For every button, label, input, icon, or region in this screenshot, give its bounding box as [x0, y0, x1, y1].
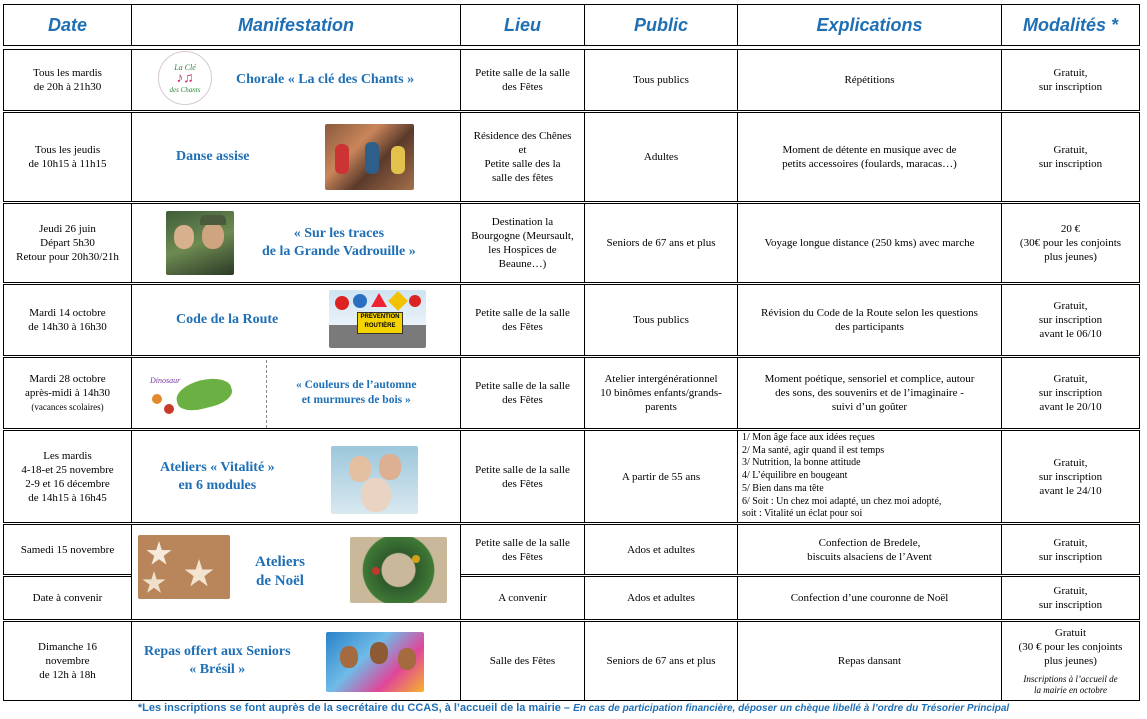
public-cell — [584, 284, 738, 356]
public-cell-line: Seniors de 67 ans et plus — [606, 237, 716, 249]
date-cell-line: après-midi à 14h30 — [25, 387, 110, 399]
explications-cell-line: petits accessoires (foulards, maracas…) — [782, 158, 957, 170]
public-cell-line: Atelier intergénérationnel — [604, 373, 718, 385]
modalites-cell-line: Gratuit — [1054, 627, 1087, 639]
explications-cell-line: soit : Vitalité un éclat pour soi — [742, 508, 863, 520]
manifestation-cell-line: Chorale « La clé des Chants » — [236, 72, 415, 87]
modalites-cell-line: Gratuit, — [1053, 456, 1088, 469]
explications-cell-line: 6/ Soit : Un chez moi adapté, un chez moi adopté, — [742, 495, 942, 507]
explications-cell-line: des participants — [835, 321, 904, 333]
header-manifestation: Manifestation — [131, 4, 461, 46]
automne-divider — [266, 360, 267, 428]
modalites-cell-line: avant le 20/10 — [1039, 401, 1102, 413]
modalites-cell-line: Gratuit, — [1053, 300, 1088, 312]
lieu-cell — [460, 576, 585, 620]
explications-cell-line: suivi d’un goûter — [831, 401, 908, 413]
modalites-cell — [1001, 49, 1140, 111]
bresil-photo — [326, 632, 424, 692]
footer-note — [0, 702, 1147, 714]
explications-cell — [737, 49, 1002, 111]
code-route-image — [329, 290, 426, 348]
date-cell-line: Mardi 14 octobre — [29, 307, 106, 319]
date-cell — [3, 524, 132, 575]
manifestation-cell-line: en 6 modules — [178, 477, 257, 493]
date-cell-line: de 10h15 à 11h15 — [28, 158, 107, 170]
lieu-cell-line: Petite salle de la salle — [475, 536, 570, 549]
lieu-cell-line: Beaune…) — [498, 258, 547, 270]
explications-cell-line: 5/ Bien dans ma tête — [742, 482, 824, 494]
modalites-cell — [1001, 284, 1140, 356]
date-cell — [3, 49, 132, 111]
public-cell-line: Adultes — [643, 151, 679, 163]
footer-italic: En cas de participation financière, déposer un chèque libellé à l’ordre du Trésorier Principal — [573, 703, 1010, 714]
date-cell — [3, 621, 132, 701]
public-cell — [584, 430, 738, 523]
public-cell — [584, 49, 738, 111]
manifestation-cell-line: Ateliers — [255, 554, 305, 570]
lieu-cell-line: des Fêtes — [502, 550, 543, 563]
explications-cell-line: Moment poétique, sensoriel et complice, autour — [764, 373, 975, 385]
lieu-cell-line: Petite salle des la — [484, 158, 561, 170]
lieu-cell-line: Petite salle de la salle — [475, 380, 570, 392]
modalites-cell — [1001, 576, 1140, 620]
explications-cell — [737, 524, 1002, 575]
date-cell-line: Tous les mardis — [33, 67, 102, 79]
date-cell-line: 2-9 et 16 décembre — [25, 477, 110, 490]
explications-cell-line: 4/ L’équilibre en bougeant — [742, 470, 848, 482]
manifestation-cell-line: « Couleurs de l’automne — [296, 379, 417, 391]
modalites-cell — [1001, 430, 1140, 523]
manifestation-cell-line: « Brésil » — [189, 662, 246, 677]
public-cell-line: Seniors de 67 ans et plus — [606, 655, 716, 667]
explications-cell-line: biscuits alsaciens de l’Avent — [807, 550, 932, 563]
date-cell-line: Tous les jeudis — [34, 144, 101, 156]
modalites-cell-line: avant le 06/10 — [1039, 328, 1102, 340]
date-cell-line: (vacances scolaires) — [31, 402, 104, 412]
public-cell-line: Ados et adultes — [627, 592, 695, 604]
lieu-cell — [460, 112, 585, 202]
lieu-cell-line: salle des fêtes — [491, 172, 554, 184]
explications-cell — [737, 203, 1002, 283]
lieu-cell-line: et — [518, 144, 527, 156]
lieu-cell-line: Résidence des Chênes — [473, 130, 572, 142]
date-cell — [3, 430, 132, 523]
date-cell-line: Date à convenir — [32, 592, 103, 604]
public-cell — [584, 524, 738, 575]
automne-illustration: Dinosaur — [146, 370, 238, 426]
date-cell-line: 4-18-et 25 novembre — [21, 463, 114, 476]
date-cell — [3, 576, 132, 620]
explications-cell-line: des sons, des souvenirs et de l’imaginaire - — [775, 387, 964, 399]
public-cell — [584, 112, 738, 202]
modalites-cell-line: sur inscription — [1038, 387, 1103, 399]
couronne-photo — [350, 537, 447, 603]
lieu-cell-line: des Fêtes — [502, 477, 543, 490]
modalites-cell-line: (30 € pour les conjoints — [1018, 641, 1123, 653]
explications-cell-line: Moment de détente en musique avec de — [782, 144, 957, 156]
public-cell-line: 10 binômes enfants/grands- — [600, 387, 722, 399]
modalites-cell — [1001, 112, 1140, 202]
manifestation-cell-line: « Sur les traces — [293, 226, 385, 241]
lieu-cell — [460, 203, 585, 283]
lieu-cell-line: A convenir — [498, 592, 547, 604]
public-cell-line: Tous publics — [633, 314, 689, 326]
explications-cell-line: Révision du Code de la Route selon les questions — [761, 307, 978, 319]
lieu-cell — [460, 284, 585, 356]
explications-cell — [737, 576, 1002, 620]
modalites-cell-line: sur inscription — [1038, 314, 1103, 326]
lieu-cell-line: Salle des Fêtes — [489, 655, 556, 667]
modalites-cell-line: sur inscription — [1038, 599, 1103, 611]
date-cell-line: Les mardis — [43, 449, 92, 462]
lieu-cell — [460, 524, 585, 575]
date-cell-line: novembre — [45, 655, 90, 667]
date-cell-line: Mardi 28 octobre — [29, 373, 106, 385]
explications-cell-line: Confection de Bredele, — [818, 536, 921, 549]
date-cell — [3, 203, 132, 283]
modalites-cell-line: plus jeunes) — [1044, 655, 1097, 667]
chorale-logo — [158, 51, 212, 105]
date-cell — [3, 112, 132, 202]
modalites-cell-line: plus jeunes) — [1044, 251, 1097, 263]
modalites-note-line: Inscriptions à l’accueil de — [1023, 674, 1118, 684]
manifestation-cell-line: Ateliers « Vitalité » — [160, 459, 275, 475]
modalites-cell — [1001, 357, 1140, 429]
modalites-cell-line: avant le 24/10 — [1039, 484, 1102, 497]
manifestation-cell-line: et murmures de bois » — [301, 394, 411, 406]
modalites-cell-line: sur inscription — [1038, 550, 1103, 563]
date-cell-line: de 20h à 21h30 — [33, 81, 102, 93]
public-cell — [584, 576, 738, 620]
explications-cell-line: 3/ Nutrition, la bonne attitude — [742, 457, 861, 469]
explications-cell-line: Confection d’une couronne de Noël — [790, 592, 949, 604]
modalites-cell-line: Gratuit, — [1053, 536, 1088, 549]
lieu-cell — [460, 430, 585, 523]
explications-cell-line: Voyage longue distance (250 kms) avec marche — [764, 237, 975, 249]
public-cell-line: Tous publics — [633, 74, 689, 86]
date-cell-line: Retour pour 20h30/21h — [16, 251, 119, 263]
date-cell — [3, 284, 132, 356]
modalites-cell-line: sur inscription — [1038, 470, 1103, 483]
public-cell — [584, 621, 738, 701]
vitalite-photo — [331, 446, 418, 514]
modalites-cell-line: Gratuit, — [1053, 144, 1088, 156]
explications-cell-line: Répétitions — [844, 74, 895, 86]
logo-text-bottom: des Chants — [169, 85, 201, 94]
lieu-cell — [460, 357, 585, 429]
lieu-cell-line: Petite salle de la salle — [475, 463, 570, 476]
vadrouille-photo — [166, 211, 234, 275]
lieu-cell — [460, 621, 585, 701]
date-cell — [3, 357, 132, 429]
date-cell-line: de 14h30 à 16h30 — [28, 321, 107, 333]
modalites-cell-line: Gratuit, — [1053, 67, 1088, 79]
public-cell — [584, 203, 738, 283]
explications-cell-line: 1/ Mon âge face aux idées reçues — [742, 431, 875, 443]
modalites-cell-line: sur inscription — [1038, 158, 1103, 170]
manifestation-cell-line: de Noël — [256, 573, 304, 589]
modalites-cell — [1001, 203, 1140, 283]
manifestation-cell-line: Code de la Route — [176, 312, 279, 327]
lieu-cell-line: Bourgogne (Meursault, — [471, 230, 574, 242]
modalites-cell — [1001, 524, 1140, 575]
manifestation-cell-line: de la Grande Vadrouille » — [262, 244, 416, 259]
date-cell-line: Jeudi 26 juin — [39, 223, 96, 235]
modalites-cell-line: Gratuit, — [1053, 585, 1088, 597]
public-cell-line: A partir de 55 ans — [621, 470, 701, 483]
date-cell-line: de 12h à 18h — [39, 669, 96, 681]
header-public: Public — [584, 4, 738, 46]
modalites-cell-line: (30€ pour les conjoints — [1019, 237, 1122, 249]
date-cell-line: Départ 5h30 — [40, 237, 95, 249]
lieu-cell-line: Petite salle de la salle — [475, 307, 570, 319]
lieu-cell-line: des Fêtes — [502, 394, 543, 406]
music-note-icon: ♪♫ — [176, 70, 194, 86]
public-cell-line: Ados et adultes — [627, 543, 695, 556]
explications-cell — [737, 430, 1002, 523]
lieu-cell — [460, 49, 585, 111]
lieu-cell-line: des Fêtes — [502, 321, 543, 333]
header-explications: Explications — [737, 4, 1002, 46]
explications-cell — [737, 357, 1002, 429]
explications-cell-line: 2/ Ma santé, agir quand il est temps — [742, 444, 885, 456]
danse-photo — [325, 124, 414, 190]
logo-text-top: La Clé — [174, 62, 196, 72]
modalites-cell-line: sur inscription — [1038, 81, 1103, 93]
explications-cell — [737, 284, 1002, 356]
footer-main: *Les inscriptions se font auprès de la secrétaire du CCAS, à l’accueil de la mairie – — [137, 702, 574, 714]
date-cell-line: Dimanche 16 — [38, 641, 97, 653]
header-modalites: Modalités * — [1001, 4, 1140, 46]
public-cell-line: parents — [645, 401, 677, 413]
lieu-cell-line: des Fêtes — [502, 81, 543, 93]
modalites-cell-line: 20 € — [1060, 223, 1081, 235]
explications-cell-line: Repas dansant — [837, 655, 902, 667]
public-cell — [584, 357, 738, 429]
header-lieu: Lieu — [460, 4, 585, 46]
lieu-cell-line: les Hospices de — [488, 244, 557, 256]
prevention-sign: PRÉVENTION ROUTIÈRE — [357, 312, 403, 334]
date-cell-line: de 14h15 à 16h45 — [28, 491, 107, 504]
manifestation-cell-line: Danse assise — [176, 149, 250, 164]
lieu-cell-line: Destination la — [491, 216, 554, 228]
header-date: Date — [3, 4, 132, 46]
lieu-cell-line: Petite salle de la salle — [475, 67, 570, 79]
manifestation-cell-line: Repas offert aux Seniors — [144, 644, 291, 659]
modalites-cell-line: Gratuit, — [1053, 373, 1088, 385]
bredele-photo — [138, 535, 230, 599]
modalites-note-line: la mairie en octobre — [1034, 685, 1107, 695]
explications-cell — [737, 112, 1002, 202]
explications-cell — [737, 621, 1002, 701]
modalites-cell — [1001, 621, 1140, 701]
date-cell-line: Samedi 15 novembre — [20, 543, 115, 556]
